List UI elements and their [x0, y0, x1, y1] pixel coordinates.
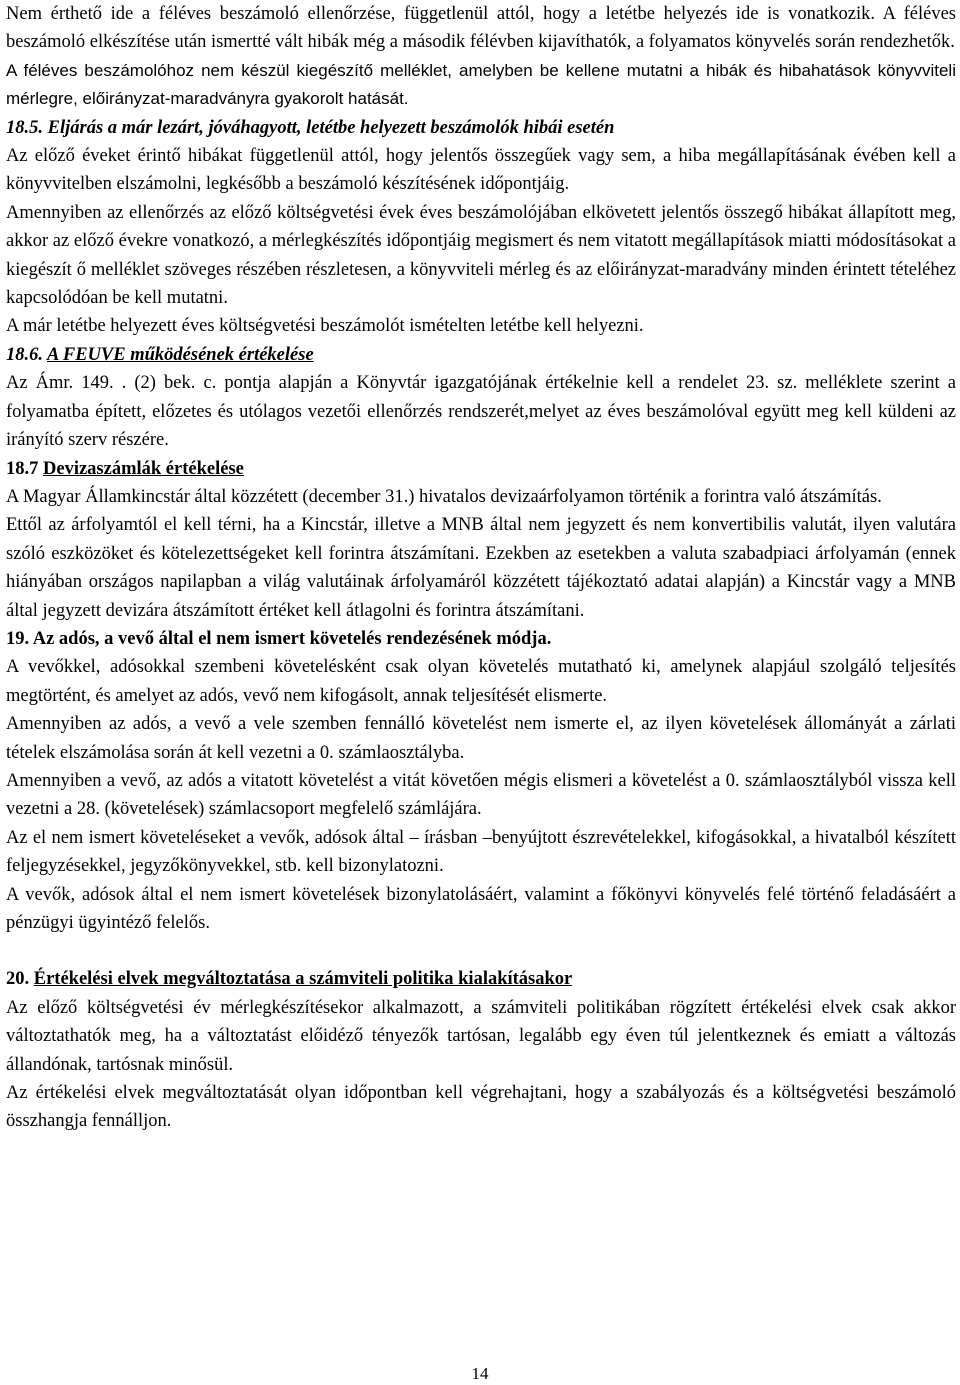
paragraph: A Magyar Államkincstár által közzétett (december 31.) hivatalos devizaárfolyamon történik a forintra való átszámítás.	[6, 486, 882, 507]
section-heading-19: 19. Az adós, a vevő által el nem ismert követelés rendezésének módja.	[6, 628, 552, 649]
document-page	[6, 0, 956, 1136]
paragraph: Ettől az árfolyamtól el kell térni, ha a Kincstár, illetve a MNB által nem jegyzett és nem konvertibilis valutát, ilyen valutára szóló eszközöket és kötelezettségeket kell forintra átszámítani. Ezekben az esetekben a valuta szabadpiaci árfolyamán (ennek hiányában országos napilapban a világ valutáinak árfolyamáról közzétett tájékoztató adatai alapján) a Kincstár vagy a MNB által jegyzett devizára átszámított értéket kell átlagolni és forintra átszámítani.	[6, 515, 956, 621]
paragraph: A vevők, adósok által el nem ismert követelések bizonylatolásáért, valamint a főkönyvi könyvelés felé történő feladásáért a pénzügyi ügyintéző felelős.	[6, 884, 956, 933]
paragraph: A már letétbe helyezett éves költségvetési beszámolót ismételten letétbe kell helyezni.	[6, 316, 644, 337]
section-title: Devizaszámlák értékelése	[43, 458, 244, 479]
paragraph: Amennyiben a vevő, az adós a vitatott követelést a vitát követően mégis elismeri a követelést a 0. számlaosztályból vissza kell vezetni a 28. (követelések) számlacsoport megfelelő számlájára.	[6, 770, 956, 820]
paragraph: Az értékelési elvek megváltoztatását olyan időpontban kell végrehajtani, hogy a szabályozás és a költségvetési beszámoló összhangja fennálljon.	[6, 1083, 956, 1132]
section-title: A FEUVE működésének értékelése	[46, 344, 314, 365]
section-number: 18.7	[6, 458, 43, 479]
spacer	[6, 937, 956, 965]
paragraph: Az el nem ismert követeléseket a vevők, adósok által – írásban –benyújtott észrevételekkel, kifogásokkal, a hivatalból készített feljegyzésekkel, jegyzőkönyvekkel, stb. kell bizonylatozni.	[6, 827, 956, 877]
section-number: 20.	[6, 969, 34, 990]
paragraph: Amennyiben az ellenőrzés az előző költségvetési évek éves beszámolójában elkövetett jelentős összegő hibákat állapított meg, akkor az előző évekre vonatkozó, a mérlegkészítés időpontjáig megismert és nem vitatott megállapítások miatti módosításokat a kiegészít ő melléklet szöveges részében részletesen, a könyvviteli mérleg és az előirányzat-maradvány minden érintett tételéhez kapcsolódóan be kell mutatni.	[6, 202, 956, 309]
section-heading-20	[6, 965, 956, 993]
page-number: 14	[471, 1364, 489, 1383]
paragraph: A vevőkkel, adósokkal szembeni követelésként csak olyan követelés mutatható ki, amelynek alapjául szolgáló teljesítés megtörtént, és amelyet az adós, vevő nem kifogásolt, annak teljesítését elismerte.	[6, 657, 956, 706]
section-heading-18-7	[6, 455, 956, 483]
paragraph: A féléves beszámolóhoz nem készül kiegészítő melléklet, amelyben be kellene mutatni a hibák és hibahatások könyvviteli mérlegre, előirányzat-maradványra gyakorolt hatását.	[6, 60, 956, 109]
section-title: Értékelési elvek megváltoztatása a számviteli politika kialakításakor	[33, 969, 573, 990]
paragraph: Nem érthető ide a féléves beszámoló ellenőrzése, függetlenül attól, hogy a letétbe helyezés ide is vonatkozik. A féléves beszámoló elkészítése után ismertté vált hibák még a második félévben kijavíthatók, a folyamatos könyvelés során rendezhetők.	[6, 4, 956, 53]
section-number: 18.6.	[6, 344, 47, 365]
paragraph: Az előző éveket érintő hibákat függetlenül attól, hogy jelentős összegűek vagy sem, a hiba megállapításának évében kell a könyvvitelben elszámolni, legkésőbb a beszámoló készítésének időpontjáig.	[6, 146, 956, 195]
paragraph: Az előző költségvetési év mérlegkészítésekor alkalmazott, a számviteli politikában rögzített értékelési elvek csak akkor változtathatók meg, ha a változtatást előidéző tényezők tartósan, legalább egy éven túl jelentkeznek és emiatt a változás állandónak, tartósnak minősül.	[6, 997, 956, 1075]
section-heading-18-5: 18.5. Eljárás a már lezárt, jóváhagyott, letétbe helyezett beszámolók hibái esetén	[6, 117, 615, 138]
section-heading-18-6	[6, 341, 956, 369]
paragraph: Az Ámr. 149. . (2) bek. c. pontja alapján a Könyvtár igazgatójának értékelnie kell a rendelet 23. sz. melléklete szerint a folyamatba épített, előzetes és utólagos vezetői ellenőrzés rendszerét,melyet az éves beszámolóval együtt meg kell küldeni az irányító szerv részére.	[6, 373, 956, 451]
paragraph: Amennyiben az adós, a vevő a vele szemben fennálló követelést nem ismerte el, az ilyen követelések állományát a zárlati tételek elszámolása során át kell vezetni a 0. számlaosztályba.	[6, 714, 956, 763]
